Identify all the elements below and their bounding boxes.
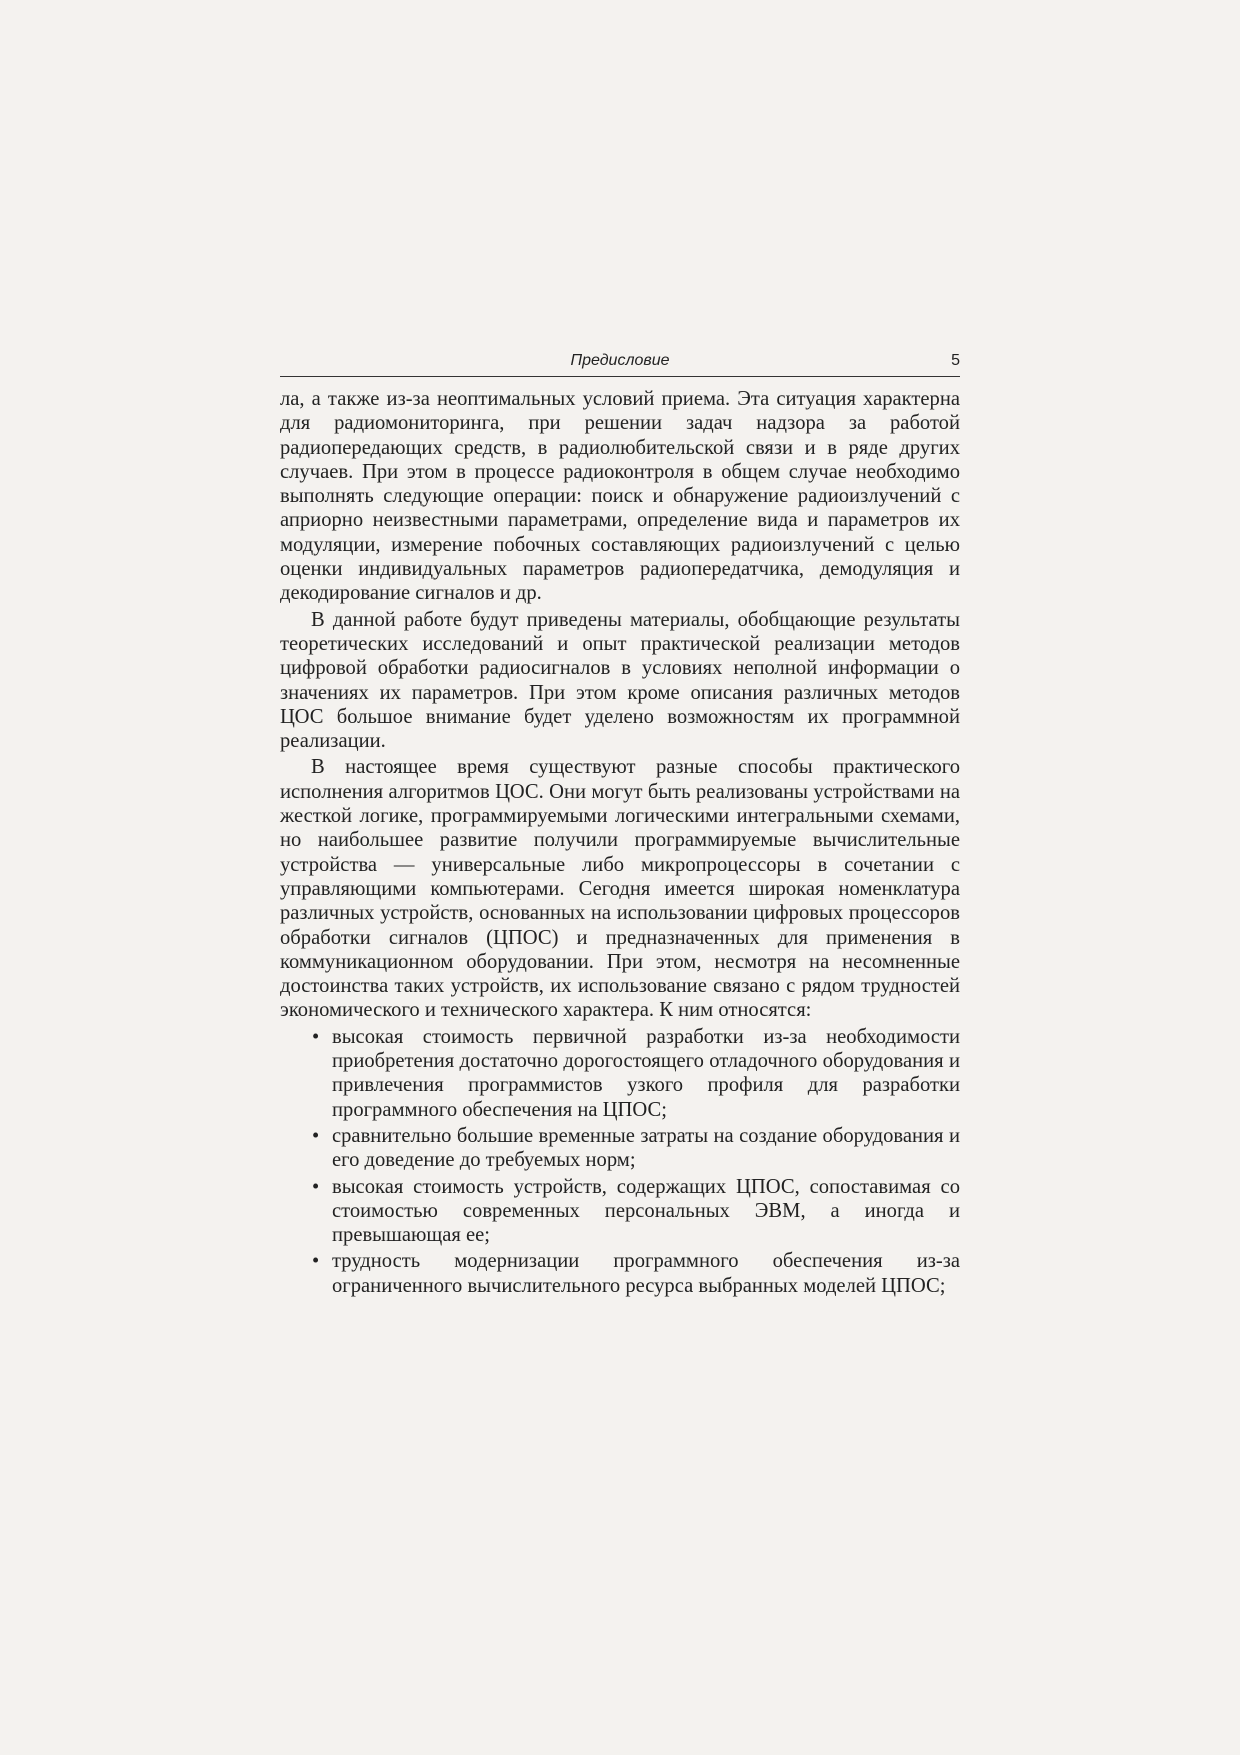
- list-item: [312, 1124, 960, 1173]
- body-text: [280, 387, 960, 1298]
- bullet-marker: •: [312, 1175, 320, 1198]
- list-item-text: трудность модернизации программного обеспечения из-за ограниченного вычислительного ресурса выбранных моделей ЦПОС;: [332, 1250, 960, 1297]
- book-page: [280, 348, 960, 1300]
- bullet-marker: •: [312, 1250, 320, 1273]
- running-header: [280, 348, 960, 377]
- bullet-list: [280, 1025, 960, 1298]
- bullet-marker: •: [312, 1124, 320, 1147]
- list-item-text: сравнительно большие временные затраты на создание оборудования и его доведение до требуемых норм;: [332, 1124, 960, 1172]
- list-item: [312, 1249, 960, 1298]
- running-title: Предисловие: [570, 352, 670, 369]
- paragraph-continuation: ла, а также из-за неоптимальных условий приема. Эта ситуация характерна для радиомониторинга, при решении задач надзора за работой радиопередающих средств, в радиолюбительской связи и в ряде других случаев. При этом в процессе радиоконтроля в общем случае необходимо выполнять следующие операции: поиск и обнаружение радиоизлучений с априорно неизвестными параметрами, определение вида и параметров их модуляции, измерение побочных составляющих радиоизлучений с целью оценки индивидуальных параметров радиопередатчика, демодуляция и декодирование сигналов и др.: [280, 388, 960, 605]
- paragraph: В данной работе будут приведены материалы, обобщающие результаты теоретических исследований и опыт практической реализации методов цифровой обработки радиосигналов в условиях неполной информации о значениях их параметров. При этом кроме описания различных методов ЦОС большое внимание будет уделено возможностям их программной реализации.: [280, 608, 960, 753]
- page-number: 5: [951, 352, 960, 369]
- list-item-text: высокая стоимость первичной разработки из-за необходимости приобретения достаточно дорогостоящего отладочного оборудования и привлечения программистов узкого профиля для разработки программного обеспечения на ЦПОС;: [332, 1025, 960, 1121]
- list-item-text: высокая стоимость устройств, содержащих ЦПОС, сопоставимая со стоимостью современных персональных ЭВМ, а иногда и превышающая ее;: [332, 1175, 960, 1247]
- list-item: [312, 1025, 960, 1122]
- paragraph: В настоящее время существуют разные способы практического исполнения алгоритмов ЦОС. Они могут быть реализованы устройствами на жесткой логике, программируемыми логическими интегральными схемами, но наибольшее развитие получили программируемые вычислительные устройства — универсальные либо микропроцессоры в сочетании с управляющими компьютерами. Сегодня имеется широкая номенклатура различных устройств, основанных на использовании цифровых процессоров обработки сигналов (ЦПОС) и предназначенных для применения в коммуникационном оборудовании. При этом, несмотря на несомненные достоинства таких устройств, их использование связано с рядом трудностей экономического и технического характера. К ним относятся:: [280, 756, 960, 1022]
- list-item: [312, 1175, 960, 1248]
- bullet-marker: •: [312, 1025, 320, 1048]
